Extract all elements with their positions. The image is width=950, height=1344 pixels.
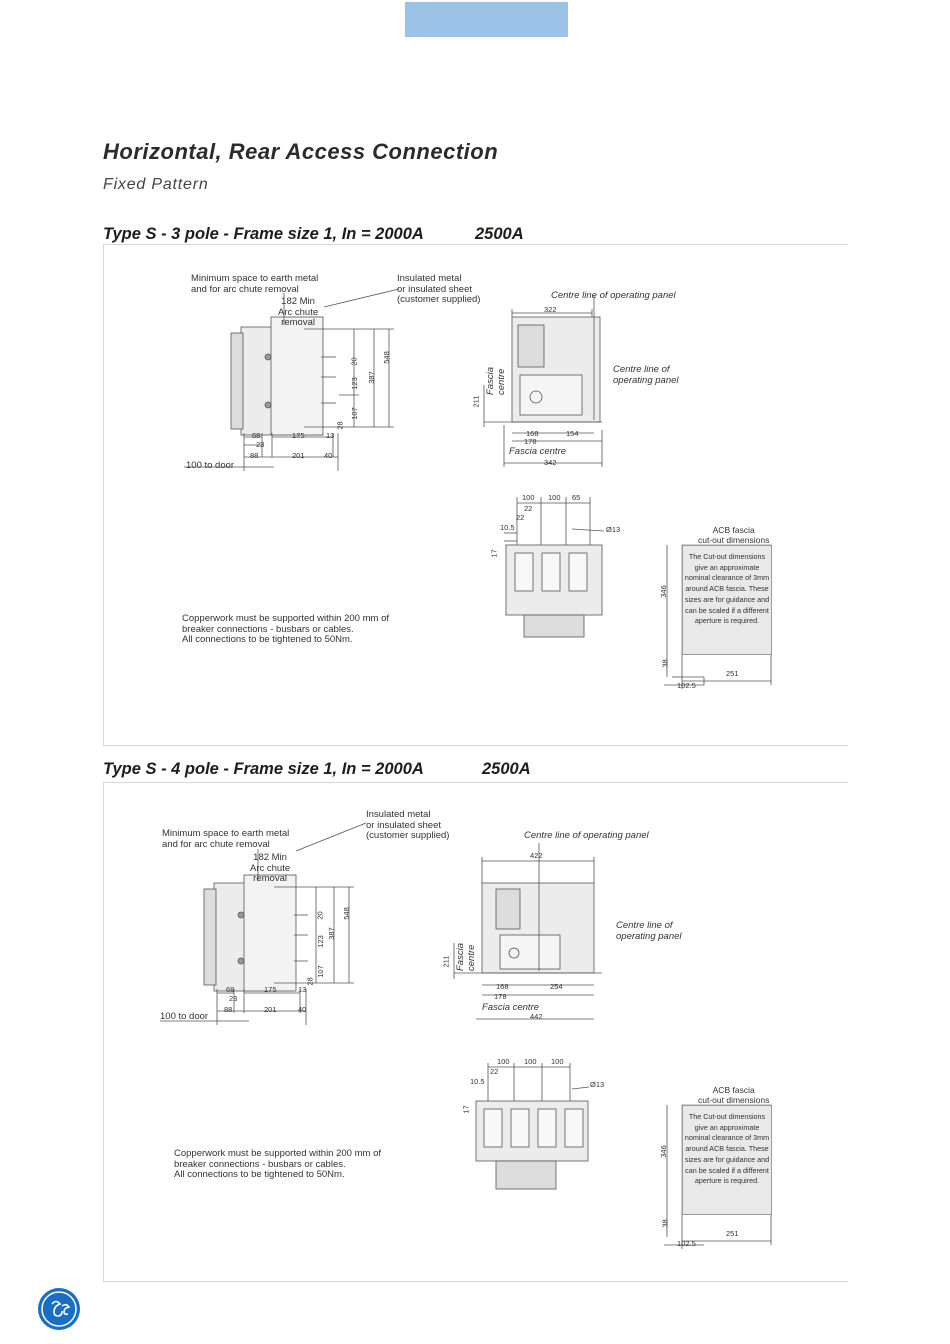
dim-rear-65: 65 (572, 493, 581, 502)
dim-front-342: 342 (544, 458, 557, 467)
dim-rear-dia13: Ø13 (606, 525, 621, 534)
page-subtitle: Fixed Pattern (103, 176, 209, 193)
dim-rear-17: 17 (461, 1105, 471, 1114)
dim-front-254: 254 (550, 982, 563, 991)
dim-side-28: 28 (305, 977, 315, 986)
dim-rear-100b: 100 (524, 1057, 537, 1066)
dim-front-178: 178 (494, 992, 507, 1001)
dim-side-23: 23 (229, 994, 238, 1003)
section-heading-alt: 2500A (475, 225, 524, 243)
dim-side-548: 548 (341, 907, 351, 920)
dim-side-201: 201 (264, 1005, 277, 1014)
label-centre-line-side: Centre line of operating panel (613, 364, 679, 386)
dim-side-548: 548 (381, 351, 391, 364)
ge-logo (38, 1288, 80, 1330)
dim-side-13: 13 (326, 431, 335, 440)
label-arc-chute: 182 Min Arc chute removal (250, 852, 291, 884)
dim-side-123: 123 (315, 935, 325, 948)
dim-rear-10-5: 10.5 (500, 523, 515, 532)
dim-side-107: 107 (349, 407, 359, 420)
label-cutout-title: ACB fascia cut-out dimensions (698, 1085, 770, 1105)
dim-rear-22b: 22 (516, 513, 525, 522)
section-heading-text: Type S - 3 pole - Frame size 1, In = 2000A (103, 225, 424, 243)
drawing-panel-4pole (103, 782, 848, 1282)
dim-cutout-346: 346 (658, 585, 668, 598)
label-insulated: Insulated metal or insulated sheet (customer supplied) (366, 809, 450, 841)
label-door: 100 to door (186, 460, 235, 471)
dim-rear-dia13: Ø13 (590, 1080, 605, 1089)
dim-side-20: 20 (349, 357, 359, 366)
label-arc-chute: 182 Min Arc chute removal (278, 296, 319, 328)
dim-cutout-251: 251 (726, 1229, 739, 1238)
label-fascia-centre: Fascia centre (482, 1002, 540, 1013)
label-fascia-centre: Fascia centre (509, 446, 567, 457)
dim-cutout-38: 38 (660, 659, 670, 668)
dim-side-20: 20 (315, 911, 325, 920)
label-cutout-title: ACB fascia cut-out dimensions (698, 525, 770, 545)
section-heading-3pole (103, 225, 524, 244)
dim-side-175: 175 (292, 431, 305, 440)
ge-monogram-icon (38, 1288, 80, 1330)
dim-side-40: 40 (298, 1005, 307, 1014)
dim-side-28: 28 (335, 421, 345, 430)
dim-side-88: 88 (250, 451, 259, 460)
label-centre-line-top: Centre line of operating panel (524, 830, 649, 841)
dim-rear-100a: 100 (522, 493, 535, 502)
label-centre-line-top: Centre line of operating panel (551, 290, 676, 301)
dim-rear-100b: 100 (548, 493, 561, 502)
dim-front-168: 168 (526, 429, 539, 438)
dim-side-175: 175 (264, 985, 277, 994)
label-insulated: Insulated metal or insulated sheet (customer supplied) (397, 273, 481, 305)
label-min-space: Minimum space to earth metal and for arc chute removal (191, 273, 319, 295)
drawing-panel-3pole (103, 244, 848, 746)
dim-side-201: 201 (292, 451, 305, 460)
dim-side-68: 68 (226, 985, 235, 994)
label-copperwork: Copperwork must be supported within 200 mm of breaker connections - busbars or cables. All connections to be tightened to 50Nm. (182, 613, 389, 645)
header-tab (405, 2, 568, 37)
dim-rear-10-5: 10.5 (470, 1077, 485, 1086)
dim-front-211: 211 (441, 955, 451, 968)
dim-side-387: 387 (326, 927, 336, 940)
label-fascia-centre-vertical: Fascia centre (455, 943, 477, 971)
dim-side-123: 123 (349, 377, 359, 390)
dim-rear-22: 22 (490, 1067, 499, 1076)
dim-front-178: 178 (524, 437, 537, 446)
dim-rear-100a: 100 (497, 1057, 510, 1066)
dim-rear-17: 17 (489, 549, 499, 558)
dim-cutout-102-5: 102.5 (677, 681, 696, 690)
dim-cutout-346: 346 (658, 1145, 668, 1158)
dim-side-88: 88 (224, 1005, 233, 1014)
dim-front-211: 211 (471, 395, 481, 408)
label-centre-line-side: Centre line of operating panel (616, 920, 682, 942)
dim-front-422: 422 (530, 851, 543, 860)
section-heading-alt: 2500A (482, 760, 531, 778)
dim-front-168: 168 (496, 982, 509, 991)
dim-side-107: 107 (315, 965, 325, 978)
dim-side-68: 68 (252, 431, 261, 440)
section-heading-text: Type S - 4 pole - Frame size 1, In = 2000A (103, 760, 424, 778)
dim-rear-22a: 22 (524, 504, 533, 513)
dim-side-23: 23 (256, 440, 265, 449)
page-title: Horizontal, Rear Access Connection (103, 139, 499, 164)
dim-cutout-38: 38 (660, 1219, 670, 1228)
dim-rear-100c: 100 (551, 1057, 564, 1066)
dim-front-154: 154 (566, 429, 579, 438)
cutout-note: The Cut-out dimensions give an approximate nominal clearance of 3mm around ACB fascia. These sizes are for guidance and can be scaled if a different aperture is required. (682, 1105, 772, 1215)
dim-side-40: 40 (324, 451, 333, 460)
dim-cutout-102-5: 102.5 (677, 1239, 696, 1248)
dim-cutout-251: 251 (726, 669, 739, 678)
label-copperwork: Copperwork must be supported within 200 mm of breaker connections - busbars or cables. All connections to be tightened to 50Nm. (174, 1148, 381, 1180)
label-fascia-centre-vertical: Fascia centre (485, 367, 507, 395)
dim-front-322: 322 (544, 305, 557, 314)
label-min-space: Minimum space to earth metal and for arc chute removal (162, 828, 290, 850)
dim-front-442: 442 (530, 1012, 543, 1021)
dim-side-387: 387 (366, 371, 376, 384)
cutout-note: The Cut-out dimensions give an approximate nominal clearance of 3mm around ACB fascia. These sizes are for guidance and can be scaled if a different aperture is required. (682, 545, 772, 655)
section-heading-4pole (103, 760, 531, 779)
label-door: 100 to door (160, 1011, 209, 1022)
dim-side-13: 13 (298, 985, 307, 994)
